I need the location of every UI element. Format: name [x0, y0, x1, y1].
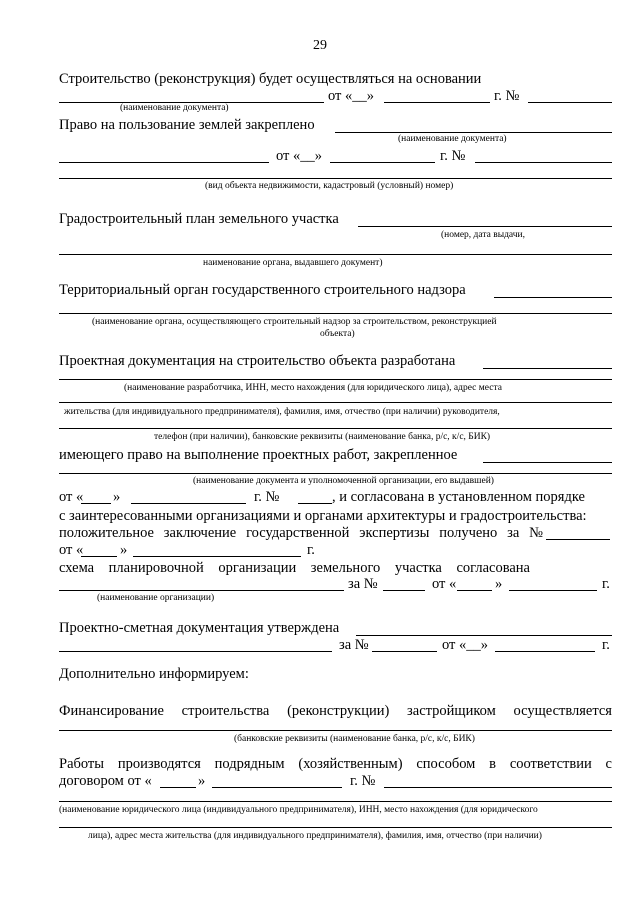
estimate-label: Проектно-сметная документация утверждена	[59, 620, 340, 636]
financing-label	[59, 704, 612, 719]
construction-basis-date-line	[384, 102, 490, 103]
supervision-line	[494, 297, 612, 298]
expertise-year: г.	[307, 542, 315, 558]
expertise-date-from: от «	[59, 542, 84, 558]
construction-basis-number-line	[528, 102, 612, 103]
construction-basis-label: Строительство (реконструкция) будет осуществляться на основании	[59, 71, 482, 87]
construction-basis-caption: (наименование документа)	[120, 103, 229, 113]
gpzu-line	[358, 226, 612, 227]
works-contract-from: договором от «	[59, 773, 152, 789]
financing-word: (реконструкции)	[287, 703, 390, 719]
works-contractor-line	[59, 801, 612, 802]
gpzu-issuer-line	[59, 254, 612, 255]
expertise-label: положительное заключение государственной экспертизы получено за №	[59, 525, 543, 541]
design-docs-right-label: имеющего право на выполнение проектных работ, закрепленное	[59, 447, 458, 463]
expertise-month-line	[133, 556, 301, 557]
estimate-date-from: от «__»	[442, 637, 489, 653]
financing-word: осуществляется	[513, 703, 612, 719]
land-right-number-line	[475, 162, 612, 163]
design-docs-number-line	[298, 503, 332, 504]
expertise-date-close: »	[120, 542, 128, 558]
works-word: Работы	[59, 756, 105, 772]
land-right-date-line	[330, 162, 435, 163]
design-docs-agreed: , и согласована в установленном порядке	[332, 489, 585, 505]
works-word: с	[605, 756, 612, 772]
expertise-day-line	[81, 556, 117, 557]
financing-word: строительства	[181, 703, 270, 719]
page-number: 29	[313, 38, 327, 53]
land-right-object-line	[59, 178, 612, 179]
estimate-doc-line	[59, 651, 332, 652]
scheme-no: за №	[348, 576, 378, 592]
additional-label: Дополнительно информируем:	[59, 666, 249, 682]
works-contract-year: г. №	[350, 773, 376, 789]
scheme-org-caption: (наименование организации)	[97, 593, 215, 603]
design-docs-line	[483, 368, 612, 369]
scheme-date-close: »	[495, 576, 503, 592]
design-docs-developer-line	[59, 379, 612, 380]
works-word: производятся	[117, 756, 201, 772]
works-label	[59, 757, 612, 772]
design-docs-label: Проектная документация на строительство объекта разработана	[59, 353, 456, 369]
gpzu-issuer-caption: наименование органа, выдавшего документ)	[203, 258, 383, 268]
scheme-org-line	[59, 590, 344, 591]
design-docs-date-close: »	[113, 489, 121, 505]
works-word: подрядным	[214, 756, 285, 772]
works-day-line	[160, 787, 196, 788]
financing-caption: (банковские реквизиты (наименование банка, р/с, к/с, БИК)	[234, 734, 475, 744]
gpzu-label: Градостроительный план земельного участка	[59, 211, 339, 227]
design-docs-caption-3: телефон (при наличии), банковские реквизиты (наименование банка, р/с, к/с, БИК)	[154, 432, 491, 442]
estimate-number-line	[372, 651, 437, 652]
supervision-caption-2: объекта)	[320, 329, 355, 339]
supervision-name-line	[59, 313, 612, 314]
land-right-label: Право на пользование землей закреплено	[59, 117, 315, 133]
works-word: соответствии	[509, 756, 592, 772]
design-docs-day-line	[81, 503, 111, 504]
design-docs-caption-1: (наименование разработчика, ИНН, место нахождения (для юридического лица), адрес места	[124, 383, 502, 393]
financing-word: застройщиком	[407, 703, 496, 719]
design-docs-right-doc-line	[59, 473, 612, 474]
supervision-label: Территориальный орган государственного строительного надзора	[59, 282, 466, 298]
design-docs-address-line	[59, 402, 612, 403]
works-word: в	[489, 756, 497, 772]
scheme-day-line	[457, 590, 492, 591]
land-right-year-no: г. №	[440, 148, 466, 164]
construction-basis-year-no: г. №	[494, 88, 520, 104]
design-docs-agreed-2: с заинтересованными организациями и органами архитектуры и градостроительства:	[59, 508, 587, 524]
land-right-date-from: от «__»	[276, 148, 323, 164]
design-docs-date-from: от «	[59, 489, 84, 505]
works-caption-2: лица), адрес места жительства (для индивидуального предпринимателя), фамилия, имя, отчество (при наличии)	[88, 831, 542, 841]
expertise-number-line	[546, 539, 610, 540]
financing-bank-line	[59, 730, 612, 731]
land-right-doc-line	[335, 132, 612, 133]
land-right-object-caption: (вид объекта недвижимости, кадастровый (условный) номер)	[205, 181, 454, 191]
design-docs-month-line	[131, 503, 246, 504]
works-month-line	[212, 787, 342, 788]
scheme-label: схема планировочной организации земельного участка согласована	[59, 560, 530, 576]
design-docs-right-line	[483, 462, 612, 463]
works-contract-close: »	[198, 773, 206, 789]
estimate-year: г.	[602, 637, 610, 653]
gpzu-number-caption: (номер, дата выдачи,	[441, 230, 525, 240]
scheme-year: г.	[602, 576, 610, 592]
scheme-month-line	[509, 590, 597, 591]
works-number-line	[384, 787, 612, 788]
works-word: способом	[416, 756, 476, 772]
design-docs-year-no: г. №	[254, 489, 280, 505]
estimate-line	[356, 635, 612, 636]
design-docs-contact-line	[59, 428, 612, 429]
estimate-date-line	[495, 651, 595, 652]
scheme-number-line	[383, 590, 425, 591]
works-word: (хозяйственным)	[298, 756, 403, 772]
supervision-caption-1: (наименование органа, осуществляющего строительный надзор за строительством, реконструкцией	[92, 317, 497, 327]
land-right-doc-caption: (наименование документа)	[398, 134, 507, 144]
works-caption-1: (наименование юридического лица (индивидуального предпринимателя), ИНН, место нахождения (для юридического	[59, 805, 538, 815]
construction-basis-date-from: от «__»	[328, 88, 375, 104]
land-right-doc-name-line	[59, 162, 269, 163]
design-docs-right-caption: (наименование документа и уполномоченной организации, его выдавшей)	[193, 476, 494, 486]
works-address-line	[59, 827, 612, 828]
financing-word: Финансирование	[59, 703, 164, 719]
estimate-no: за №	[339, 637, 369, 653]
design-docs-caption-2: жительства (для индивидуального предпринимателя), фамилия, имя, отчество (при наличии) руководителя,	[64, 407, 500, 417]
scheme-date-from: от «	[432, 576, 457, 592]
